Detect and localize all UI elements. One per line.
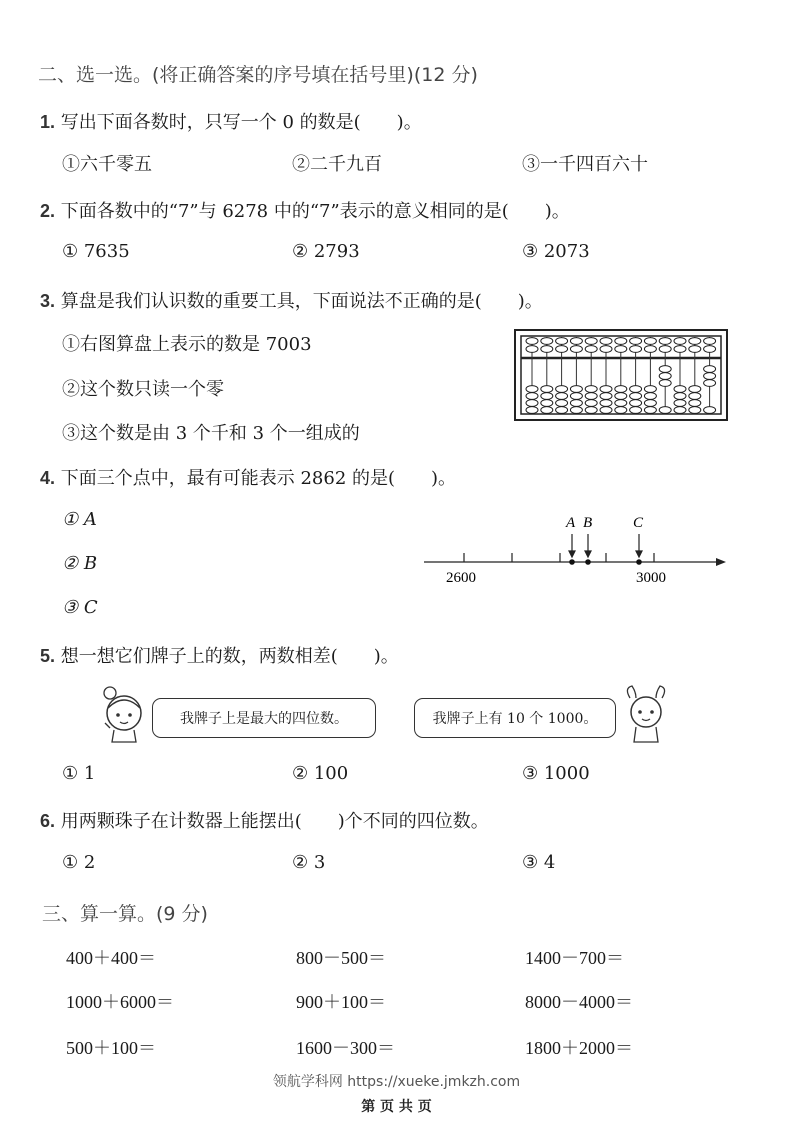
section-2-title: 二、选一选。(将正确答案的序号填在括号里)(12 分) <box>38 64 478 86</box>
abacus-bead <box>526 386 538 393</box>
girl-character-icon <box>98 684 150 746</box>
question-2 <box>40 197 570 223</box>
calc-row2-col2: 900＋100＝ <box>296 992 386 1012</box>
abacus-bead <box>630 386 642 393</box>
abacus-bead <box>570 400 582 407</box>
q5-option-3[interactable]: ③ 1000 <box>522 763 590 784</box>
abacus-bead <box>556 393 568 400</box>
abacus-bead <box>541 338 553 345</box>
q4-option-1[interactable]: ① A <box>62 509 97 530</box>
abacus-bead <box>674 407 686 414</box>
calc-row3-col2: 1600－300＝ <box>296 1038 395 1058</box>
abacus-bead <box>570 338 582 345</box>
abacus-bead <box>585 346 597 353</box>
abacus-bead <box>674 386 686 393</box>
abacus-bead <box>526 346 538 353</box>
q5-option-2[interactable]: ② 100 <box>292 763 349 784</box>
abacus-bead <box>600 346 612 353</box>
q2-option-2[interactable]: ② 2793 <box>292 241 360 262</box>
abacus-bead <box>644 400 656 407</box>
abacus-bead <box>689 338 701 345</box>
goat-character-icon <box>620 684 672 746</box>
abacus-bead <box>689 400 701 407</box>
abacus-bead <box>541 393 553 400</box>
abacus-bead <box>556 346 568 353</box>
abacus-bead <box>615 400 627 407</box>
abacus-bead <box>659 338 671 345</box>
calc-row1-col3: 1400－700＝ <box>525 948 624 968</box>
abacus-bead <box>541 400 553 407</box>
abacus-bead <box>674 393 686 400</box>
abacus-bead <box>556 407 568 414</box>
question-text: 用两颗珠子在计数器上能摆出( )个不同的四位数。 <box>60 811 489 832</box>
q3-option-3[interactable]: ③这个数是由 3 个千和 3 个一组成的 <box>62 423 360 444</box>
question-text: 下面三个点中，最有可能表示 2862 的是( )。 <box>60 468 457 489</box>
abacus-bead <box>630 393 642 400</box>
q3-option-1[interactable]: ①右图算盘上表示的数是 7003 <box>62 334 312 355</box>
abacus-bead <box>526 393 538 400</box>
calc-row1-col1: 400＋400＝ <box>66 948 156 968</box>
abacus-bead <box>659 407 671 414</box>
q6-option-2[interactable]: ② 3 <box>292 852 326 873</box>
section-3-title: 三、算一算。(9 分) <box>42 903 208 925</box>
q5-option-1[interactable]: ① 1 <box>62 763 96 784</box>
abacus-bead <box>630 407 642 414</box>
abacus-bead <box>600 386 612 393</box>
abacus-bead <box>600 393 612 400</box>
abacus-bead <box>615 346 627 353</box>
abacus-bead <box>526 400 538 407</box>
abacus-bead <box>585 400 597 407</box>
question-text: 算盘是我们认识数的重要工具，下面说法不正确的是( )。 <box>60 291 543 312</box>
abacus-bead <box>585 338 597 345</box>
question-number: 6. <box>40 811 56 831</box>
abacus-bead <box>630 346 642 353</box>
abacus-bead <box>704 366 716 373</box>
abacus-bead <box>644 393 656 400</box>
point-c-dot <box>636 559 642 565</box>
question-number: 4. <box>40 468 56 488</box>
question-3 <box>40 287 543 313</box>
abacus-bead <box>585 386 597 393</box>
tick-label-end: 3000 <box>636 570 666 586</box>
abacus-bead <box>704 338 716 345</box>
abacus-bead <box>585 407 597 414</box>
abacus-bead <box>615 393 627 400</box>
q6-option-1[interactable]: ① 2 <box>62 852 96 873</box>
abacus-bead <box>704 346 716 353</box>
question-number: 1. <box>40 112 56 132</box>
abacus-bead <box>556 338 568 345</box>
calc-row2-col3: 8000－4000＝ <box>525 992 633 1012</box>
point-a-dot <box>569 559 575 565</box>
abacus-bead <box>659 366 671 373</box>
question-4 <box>40 464 456 490</box>
abacus-bead <box>570 386 582 393</box>
question-number: 5. <box>40 646 56 666</box>
abacus-bead <box>615 338 627 345</box>
calc-row2-col1: 1000＋6000＝ <box>66 992 174 1012</box>
speech-bubble-left: 我牌子上是最大的四位数。 <box>152 698 376 738</box>
abacus-bead <box>630 400 642 407</box>
question-1 <box>40 108 422 134</box>
abacus-bead <box>541 346 553 353</box>
abacus-bead <box>615 386 627 393</box>
abacus-bead <box>585 393 597 400</box>
abacus-bead <box>689 346 701 353</box>
abacus-bead <box>600 400 612 407</box>
q1-option-3[interactable]: ③一千四百六十 <box>522 154 648 175</box>
abacus-bead <box>615 407 627 414</box>
abacus-bead <box>526 338 538 345</box>
number-line <box>420 510 730 590</box>
point-c-label: C <box>633 515 644 531</box>
abacus-bead <box>689 386 701 393</box>
q1-option-2[interactable]: ②二千九百 <box>292 154 382 175</box>
q4-option-3[interactable]: ③ C <box>62 597 98 618</box>
abacus-bead <box>689 393 701 400</box>
q4-option-2[interactable]: ② B <box>62 553 98 574</box>
point-a-label: A <box>566 515 576 531</box>
abacus-bead <box>600 338 612 345</box>
abacus-bead <box>644 346 656 353</box>
abacus-figure <box>514 329 728 421</box>
abacus-bead <box>704 380 716 387</box>
abacus-bead <box>674 338 686 345</box>
calc-row3-col3: 1800＋2000＝ <box>525 1038 633 1058</box>
abacus-bead <box>541 386 553 393</box>
calc-row1-col2: 800－500＝ <box>296 948 386 968</box>
point-b-label: B <box>583 515 593 531</box>
calc-row3-col1: 500＋100＝ <box>66 1038 156 1058</box>
abacus-bead <box>659 346 671 353</box>
question-text: 写出下面各数时，只写一个 0 的数是( )。 <box>60 112 422 133</box>
abacus-bead <box>630 338 642 345</box>
page-number: 第 页 共 页 <box>361 1099 432 1115</box>
abacus-bead <box>644 407 656 414</box>
speech-bubble-right: 我牌子上有 10 个 1000。 <box>414 698 616 738</box>
abacus-bead <box>556 386 568 393</box>
abacus-bead <box>659 373 671 380</box>
abacus-bead <box>674 400 686 407</box>
question-5 <box>40 642 399 668</box>
abacus-bead <box>644 386 656 393</box>
question-text: 想一想它们牌子上的数，两数相差( )。 <box>60 646 399 667</box>
abacus-bead <box>600 407 612 414</box>
abacus-bead <box>704 373 716 380</box>
question-number: 2. <box>40 201 56 221</box>
point-b-dot <box>585 559 591 565</box>
tick-label-start: 2600 <box>446 570 476 586</box>
abacus-bead <box>556 400 568 407</box>
abacus-bead <box>659 380 671 387</box>
q2-option-1[interactable]: ① 7635 <box>62 241 130 262</box>
abacus-bead <box>570 346 582 353</box>
abacus-bead <box>704 407 716 414</box>
q1-option-1[interactable]: ①六千零五 <box>62 154 152 175</box>
abacus-bead <box>644 338 656 345</box>
question-number: 3. <box>40 291 56 311</box>
abacus-bead <box>541 407 553 414</box>
question-6 <box>40 807 489 833</box>
q3-option-2[interactable]: ②这个数只读一个零 <box>62 379 224 400</box>
abacus-bead <box>526 407 538 414</box>
q6-option-3[interactable]: ③ 4 <box>522 852 556 873</box>
question-text: 下面各数中的“7”与 6278 中的“7”表示的意义相同的是( )。 <box>60 201 570 222</box>
q2-option-3[interactable]: ③ 2073 <box>522 241 590 262</box>
abacus-bead <box>570 393 582 400</box>
abacus-bead <box>674 346 686 353</box>
footer-source[interactable]: 领航学科网 https://xueke.jmkzh.com <box>272 1074 521 1090</box>
abacus-bead <box>689 407 701 414</box>
abacus-bead <box>570 407 582 414</box>
